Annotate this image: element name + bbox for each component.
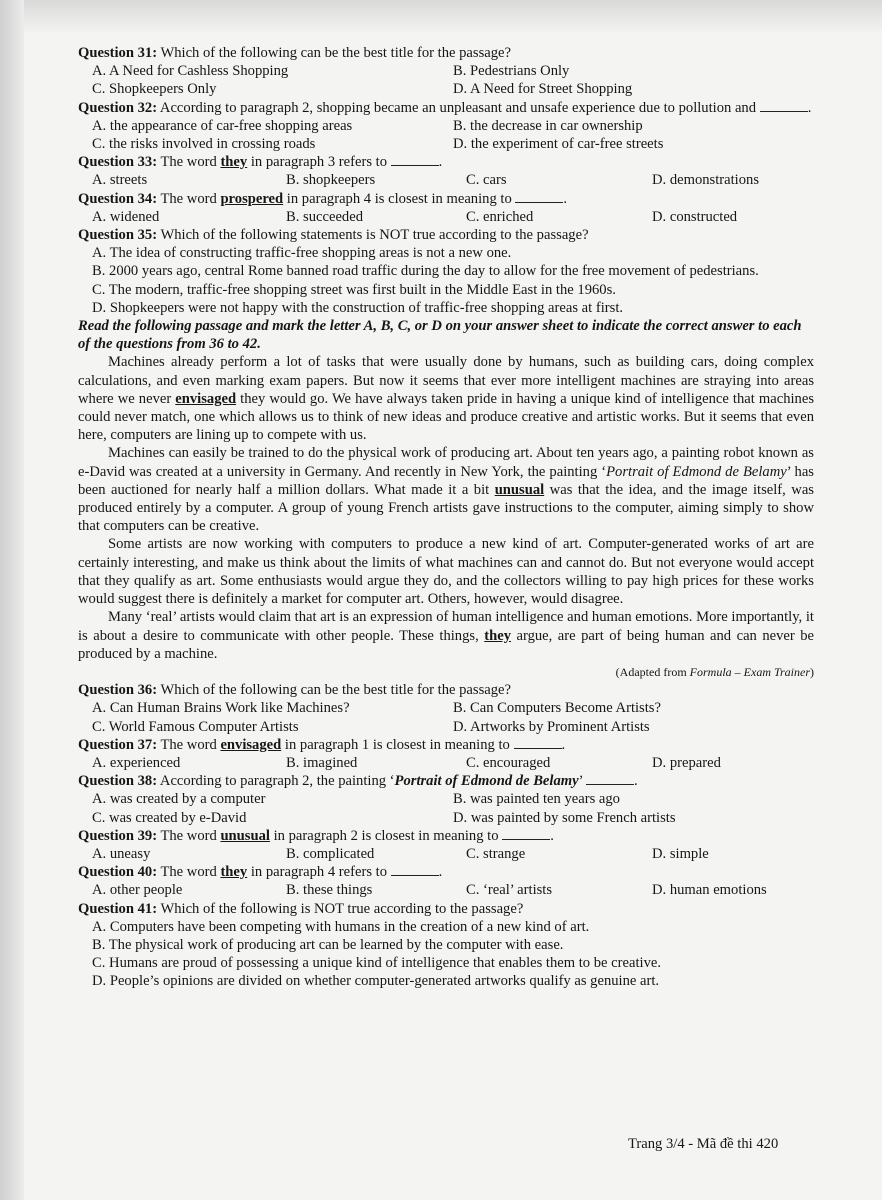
page-left-edge: [0, 0, 24, 1200]
answer-blank: [586, 774, 634, 785]
q32-option-c: C. the risks involved in crossing roads: [92, 136, 316, 153]
section-instruction: Read the following passage and mark the letter A, B, C, or D on your answer sheet to indicate the correct answer to each of the questions from 36 to 42.: [78, 318, 802, 353]
q31-option-b: B. Pedestrians Only: [453, 63, 570, 80]
q33-option-c: C. cars: [466, 172, 507, 189]
q35-option-a: A. The idea of constructing traffic-free shopping areas is not a new one.: [92, 245, 512, 262]
q40-option-d: D. human emotions: [652, 882, 767, 899]
q31-option-c: C. Shopkeepers Only: [92, 81, 217, 98]
q35-option-c: C. The modern, traffic-free shopping street was first built in the Middle East in the 1960s.: [92, 281, 616, 298]
exam-page: [78, 44, 814, 991]
answer-blank: [515, 192, 563, 203]
q36-option-b: B. Can Computers Become Artists?: [453, 700, 661, 717]
q37-option-a: A. experienced: [92, 754, 181, 771]
q34-option-c: C. enriched: [466, 208, 534, 225]
q36-option-c: C. World Famous Computer Artists: [92, 718, 299, 735]
q40-option-b: B. these things: [286, 882, 373, 899]
q34-option-d: D. constructed: [652, 208, 738, 225]
question-41: Question 41: Which of the following is NOT true according to the passage?: [78, 900, 524, 917]
q33-options: [78, 171, 814, 189]
q32-options: [78, 117, 814, 153]
answer-blank: [502, 829, 550, 840]
q37-option-b: B. imagined: [286, 754, 358, 771]
answer-blank: [514, 738, 562, 749]
q38-option-a: A. was created by a computer: [92, 791, 266, 808]
q36-options: [78, 699, 814, 735]
q34-options: [78, 208, 814, 226]
q40-option-c: C. ‘real’ artists: [466, 882, 553, 899]
q38-option-c: C. was created by e-David: [92, 809, 247, 826]
question-35: Question 35: Which of the following statements is NOT true according to the passage?: [78, 227, 589, 244]
question-32: Question 32: According to paragraph 2, shopping became an unpleasant and unsafe experience due to pollution and .: [78, 99, 812, 116]
question-33: Question 33: The word they in paragraph 3 refers to .: [78, 154, 443, 171]
question-39: Question 39: The word unusual in paragraph 2 is closest in meaning to .: [78, 827, 554, 844]
q34-option-a: A. widened: [92, 208, 160, 225]
q36-option-d: D. Artworks by Prominent Artists: [453, 718, 650, 735]
answer-blank: [391, 155, 439, 166]
question-36: Question 36: Which of the following can be the best title for the passage?: [78, 682, 511, 699]
q34-option-b: B. succeeded: [286, 208, 363, 225]
q31-option-d: D. A Need for Street Shopping: [453, 81, 633, 98]
q41-option-a: A. Computers have been competing with humans in the creation of a new kind of art.: [92, 918, 590, 935]
q37-options: [78, 754, 814, 772]
q33-option-a: A. streets: [92, 172, 148, 189]
q37-option-c: C. encouraged: [466, 754, 551, 771]
passage-source: (Adapted from Formula – Exam Trainer): [615, 664, 814, 679]
page-top-shadow: [0, 0, 882, 34]
q39-option-b: B. complicated: [286, 845, 375, 862]
passage-paragraph-1: Machines already perform a lot of tasks that were usually done by humans, such as building cars, doing complex calculations, and even marking exam papers. But now it seems that ever more intelligent machines are straying into areas where we never envisaged they would go. We have always taken pride in having a unique kind of intelligence that machines could never match, one which allows us to think of new ideas and produce creative and artistic works. But it seems that even here, computers are lining up to compete with us.: [78, 354, 814, 444]
q41-option-b: B. The physical work of producing art can be learned by the computer with ease.: [92, 936, 564, 953]
question-31: Question 31: Which of the following can be the best title for the passage?: [78, 45, 511, 61]
q33-option-d: D. demonstrations: [652, 172, 760, 189]
q37-option-d: D. prepared: [652, 754, 721, 771]
q41-option-c: C. Humans are proud of possessing a unique kind of intelligence that enables them to be creative.: [92, 955, 661, 972]
page-footer: Trang 3/4 - Mã đề thi 420: [628, 1136, 779, 1152]
q33-option-b: B. shopkeepers: [286, 172, 376, 189]
passage-paragraph-3: Some artists are now working with computers to produce a new kind of art. Computer-generated works of art are certainly interesting, and make us think about the limits of what machines can and cannot do. But not everyone would accept that they qualify as art. Some enthusiasts would argue they do, and the collectors willing to pay high prices for these works would suggest there is definitely a market for computer art. Others, however, would disagree.: [78, 536, 814, 608]
q40-options: [78, 881, 814, 899]
answer-blank: [391, 865, 439, 876]
q31-options: [78, 62, 814, 98]
q39-options: [78, 845, 814, 863]
question-38: Question 38: According to paragraph 2, the painting ‘Portrait of Edmond de Belamy’ .: [78, 773, 638, 790]
q35-option-b: B. 2000 years ago, central Rome banned road traffic during the day to allow for the free movement of pedestrians.: [92, 263, 759, 280]
passage-paragraph-2: Machines can easily be trained to do the physical work of producing art. About ten years ago, a painting robot known as e-David was created at a university in Germany. And recently in New York, the painting ‘Portrait of Edmond de Belamy’ has been auctioned for nearly half a million dollars. What made it a bit unusual was that the idea, and the image itself, was produced entirely by a computer. A group of young French artists gave instructions to the computer, aiming simply to show that computers can be creative.: [78, 445, 814, 535]
question-40: Question 40: The word they in paragraph 4 refers to .: [78, 864, 443, 881]
q38-options: [78, 790, 814, 826]
q36-option-a: A. Can Human Brains Work like Machines?: [92, 700, 350, 717]
q32-option-d: D. the experiment of car-free streets: [453, 136, 664, 153]
q35-option-d: D. Shopkeepers were not happy with the construction of traffic-free shopping areas at first.: [92, 299, 624, 316]
q32-option-b: B. the decrease in car ownership: [453, 117, 643, 134]
answer-blank: [760, 101, 808, 112]
question-37: Question 37: The word envisaged in paragraph 1 is closest in meaning to .: [78, 736, 566, 753]
question-34: Question 34: The word prospered in paragraph 4 is closest in meaning to .: [78, 190, 568, 207]
q39-option-a: A. uneasy: [92, 845, 151, 862]
q41-option-d: D. People’s opinions are divided on whether computer-generated artworks qualify as genuine art.: [92, 973, 660, 990]
q32-option-a: A. the appearance of car-free shopping areas: [92, 117, 353, 134]
q38-option-b: B. was painted ten years ago: [453, 791, 620, 808]
passage-paragraph-4: Many ‘real’ artists would claim that art is an expression of human intelligence and human emotions. More importantly, it is about a desire to communicate with other people. These things, they argue, are part of being human and can never be produced by a machine.: [78, 609, 815, 662]
q40-option-a: A. other people: [92, 882, 183, 899]
q39-option-c: C. strange: [466, 845, 526, 862]
q38-option-d: D. was painted by some French artists: [453, 809, 676, 826]
q31-option-a: A. A Need for Cashless Shopping: [92, 63, 289, 80]
q39-option-d: D. simple: [652, 845, 709, 862]
